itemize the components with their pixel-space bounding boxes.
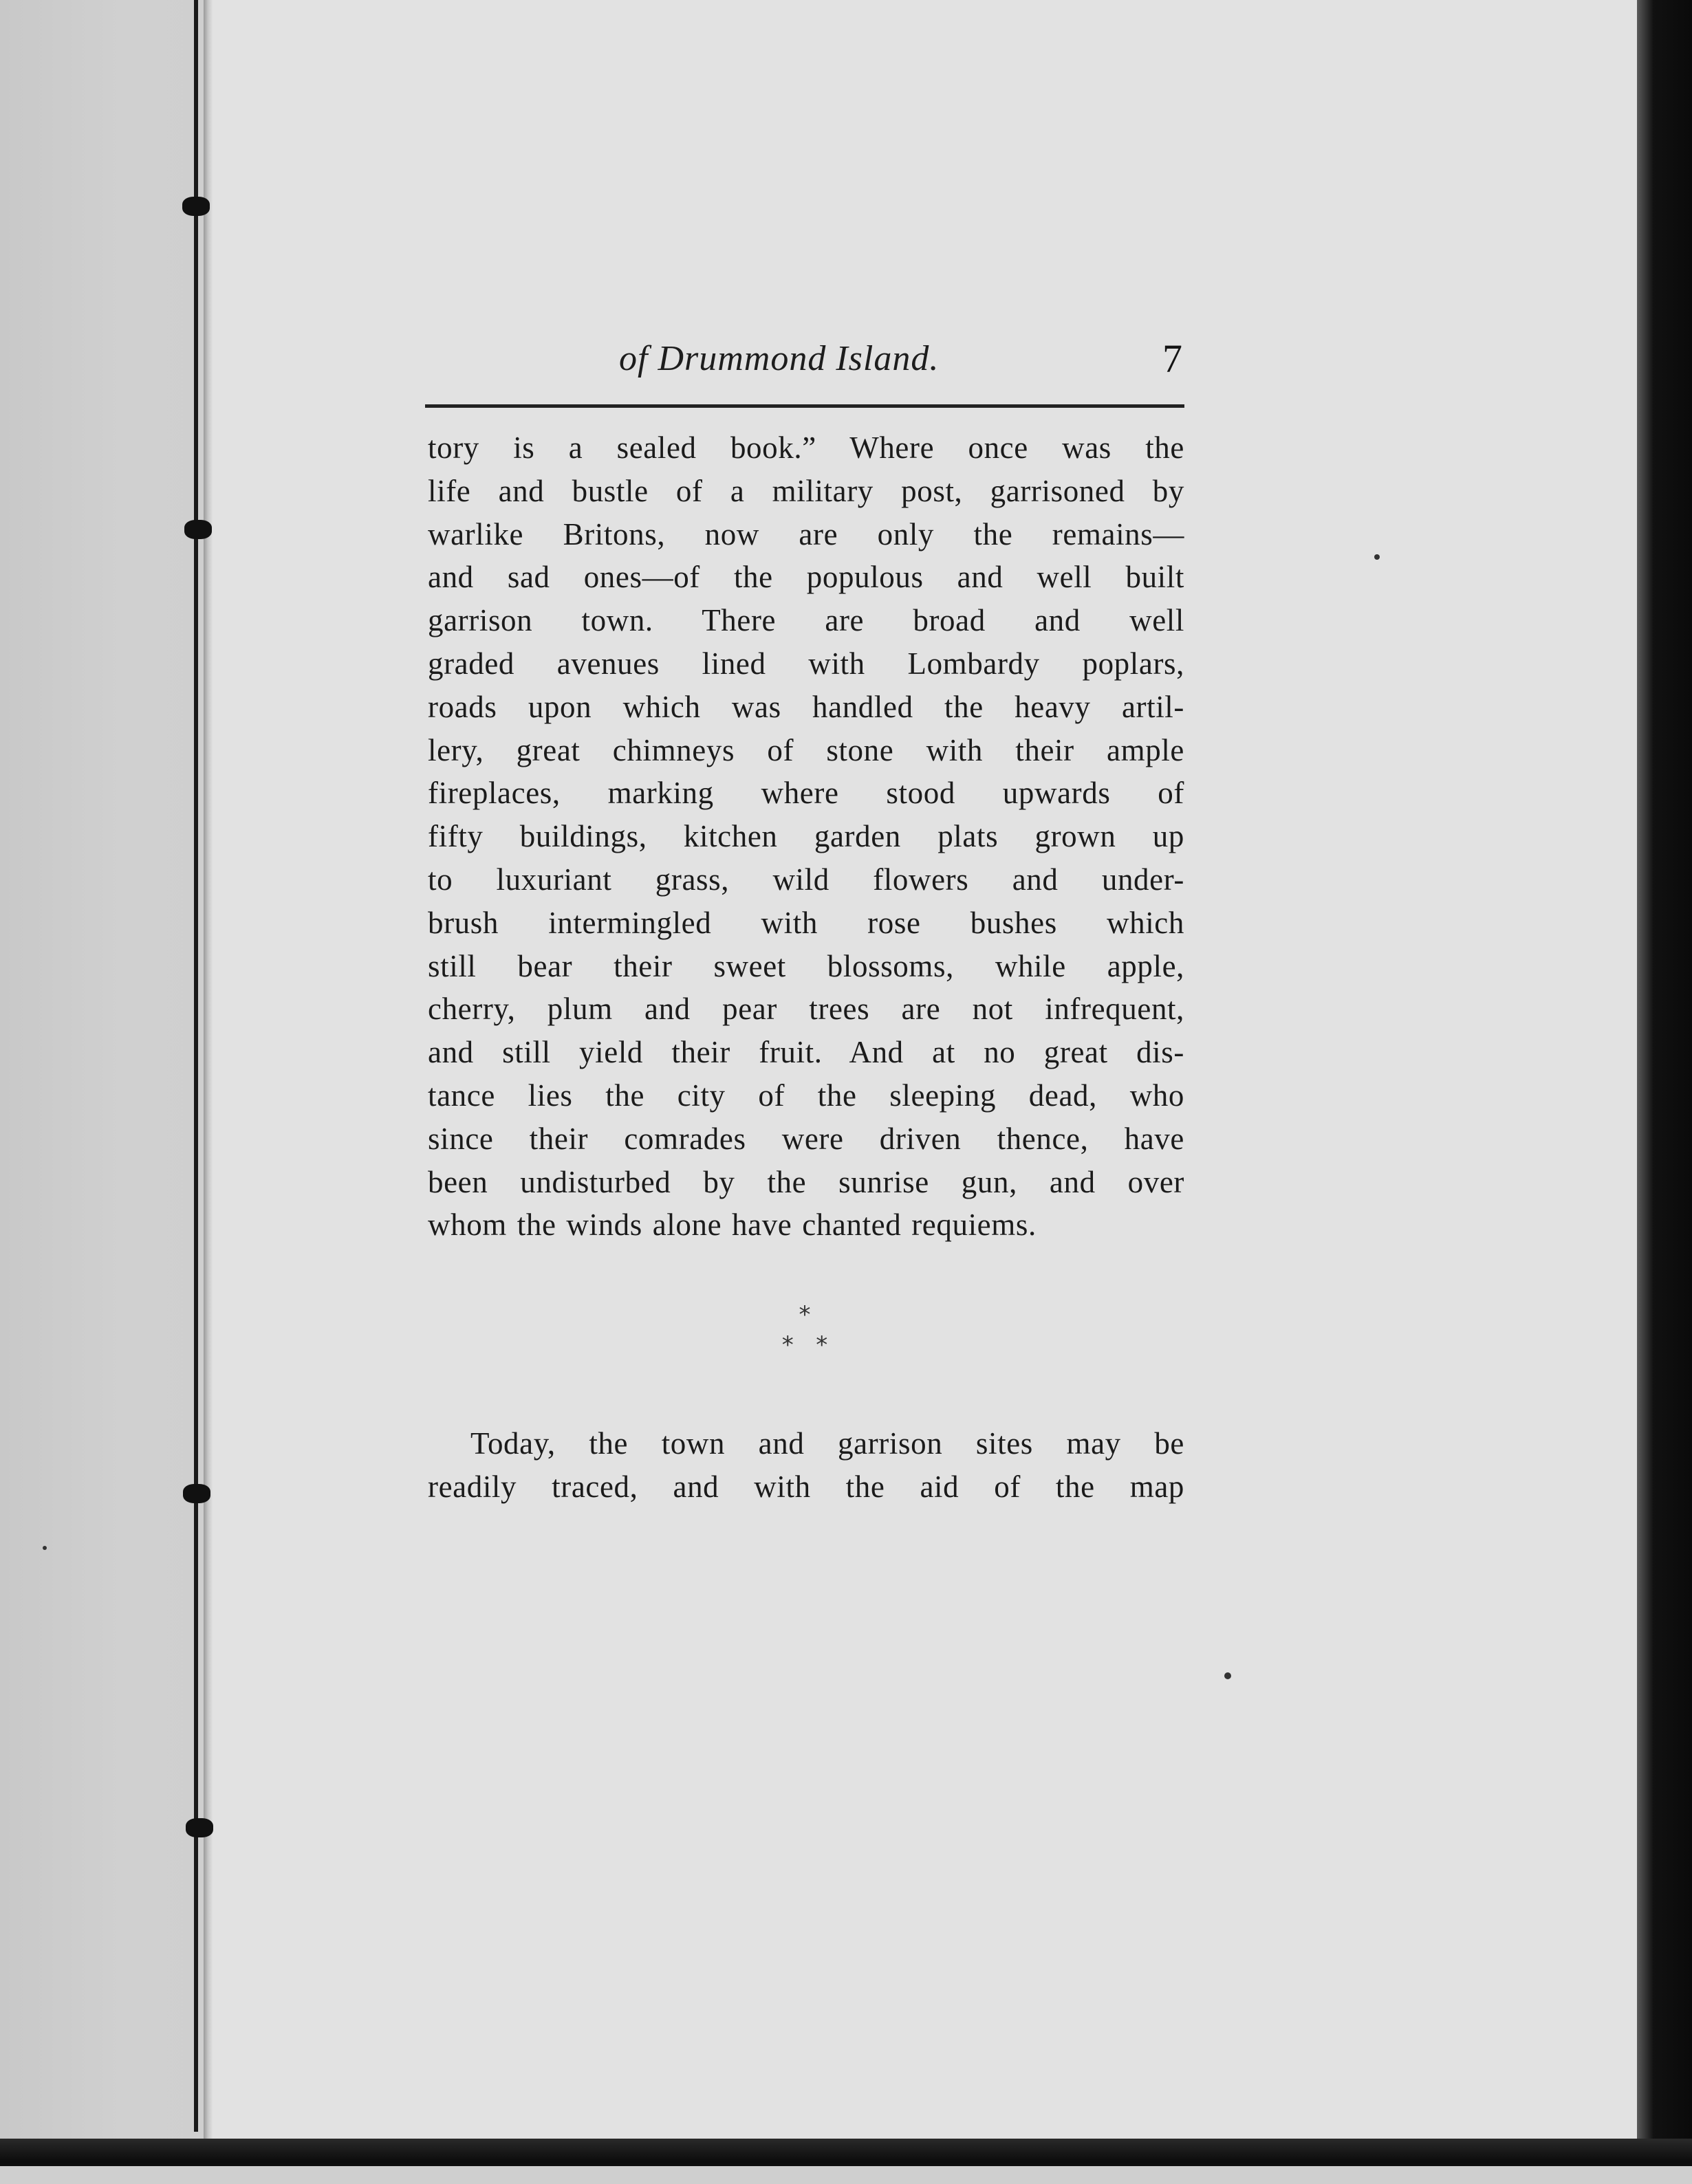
- text-line: and still yield their fruit. And at no great dis-: [428, 1035, 1184, 1070]
- text-line: still bear their sweet blossoms, while apple,: [428, 948, 1184, 983]
- text-line: been undisturbed by the sunrise gun, and over: [428, 1164, 1184, 1199]
- binding-stitch: [183, 1484, 210, 1503]
- running-head: of Drummond Island.: [619, 339, 940, 378]
- text-line: graded avenues lined with Lombardy poplars,: [428, 646, 1184, 681]
- asterism-bottom: * *: [781, 1331, 828, 1359]
- scan-speck: [1374, 554, 1380, 560]
- paragraph-1: [428, 426, 1184, 1247]
- text-line: Today, the town and garrison sites may be: [470, 1426, 1184, 1461]
- text-line: whom the winds alone have chanted requiems.: [428, 1208, 1037, 1243]
- scan-speck: [1224, 1672, 1231, 1679]
- binding-stitch: [186, 1818, 213, 1837]
- text-line: cherry, plum and pear trees are not infrequent,: [428, 992, 1184, 1027]
- page-right-edge-shadow: [1637, 0, 1692, 2184]
- binding-thread-line: [194, 0, 198, 2132]
- section-separator-asterism: [757, 1300, 853, 1360]
- binding-stitch: [184, 520, 212, 539]
- scan-speck: [43, 1546, 47, 1550]
- text-line: and sad ones—of the populous and well built: [428, 560, 1184, 595]
- page-number: 7: [1162, 336, 1182, 381]
- text-line: fifty buildings, kitchen garden plats grown up: [428, 819, 1184, 854]
- text-line: life and bustle of a military post, garrisoned by: [428, 473, 1184, 508]
- text-line: tance lies the city of the sleeping dead, who: [428, 1078, 1184, 1113]
- left-binding-margin: [0, 0, 206, 2184]
- paragraph-2: [428, 1422, 1184, 1509]
- text-line: fireplaces, marking where stood upwards of: [428, 776, 1184, 811]
- text-line: roads upon which was handled the heavy artil-: [428, 689, 1184, 724]
- text-line: lery, great chimneys of stone with their ample: [428, 732, 1184, 767]
- text-line: to luxuriant grass, wild flowers and under-: [428, 862, 1184, 897]
- text-line: tory is a sealed book.” Where once was the: [428, 430, 1184, 465]
- binding-stitch: [182, 197, 210, 216]
- text-line: since their comrades were driven thence, have: [428, 1121, 1184, 1156]
- text-line: brush intermingled with rose bushes which: [428, 905, 1184, 940]
- asterism-top: *: [799, 1301, 811, 1329]
- text-line: warlike Britons, now are only the remains—: [428, 516, 1184, 552]
- text-line: readily traced, and with the aid of the map: [428, 1469, 1184, 1504]
- header-rule: [425, 404, 1184, 408]
- text-line: garrison town. There are broad and well: [428, 603, 1184, 638]
- scan-bottom-strip: [0, 2166, 1692, 2184]
